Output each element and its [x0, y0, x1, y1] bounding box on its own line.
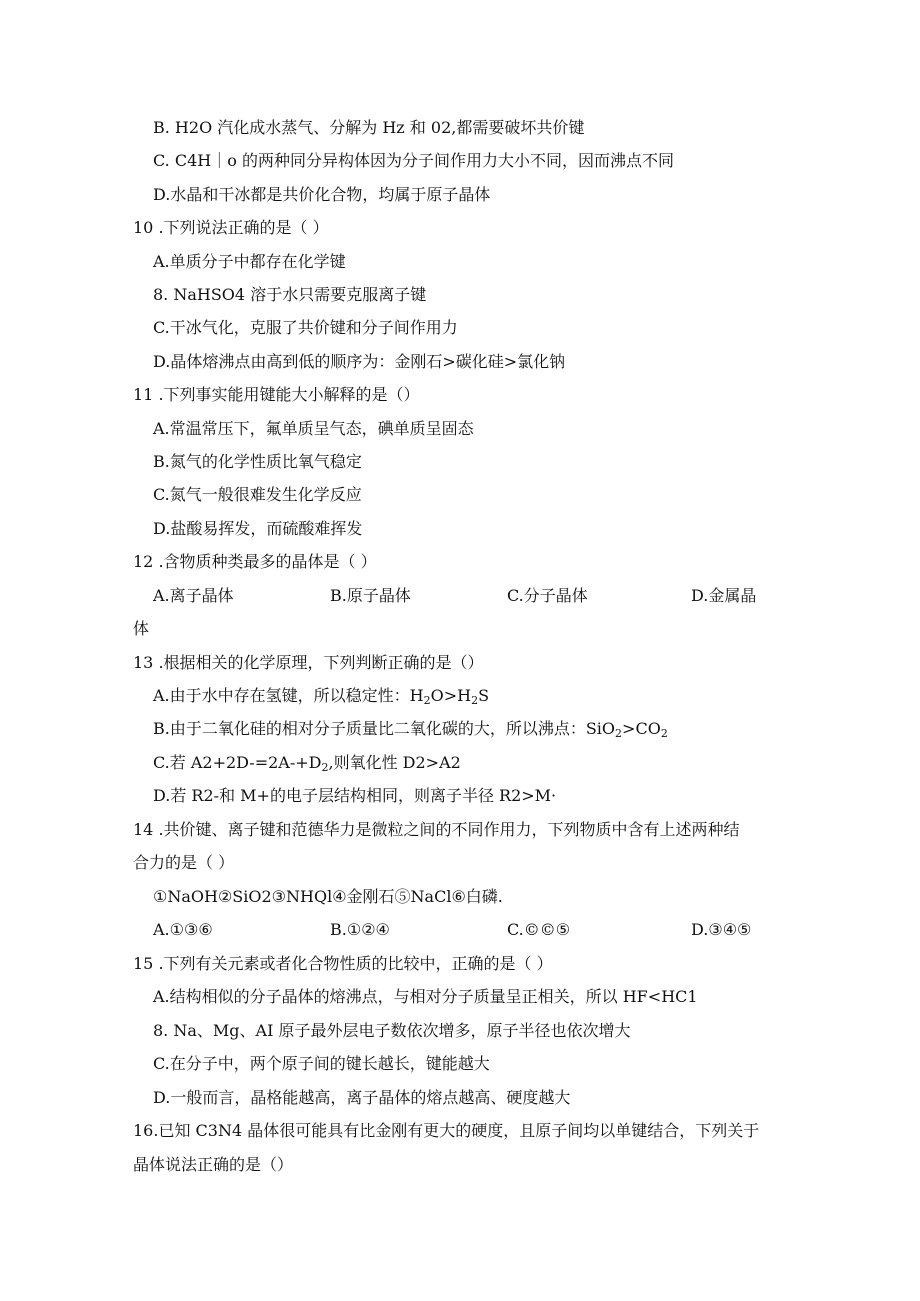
option-line: 8. NaHSO4 溶于水只需要克服离子键	[153, 285, 427, 304]
option-line: D.若 R2-和 M+的电子层结构相同，则离子半径 R2>M·	[153, 786, 557, 805]
option-line: A.常温常压下，氟单质呈气态，碘单质呈固态	[153, 419, 474, 438]
option-c: C.分子晶体	[507, 586, 588, 605]
option-line: D.晶体熔沸点由高到低的顺序为：金刚石>碳化硅>氯化钠	[153, 352, 566, 371]
option-line: C.在分子中，两个原子间的键长越长，键能越大	[153, 1054, 490, 1073]
option-line: B.由于二氧化硅的相对分子质量比二氧化碳的大，所以沸点：$SiO_2>CO_2$	[153, 719, 668, 740]
option-line: C.氮气一般很难发生化学反应	[153, 485, 362, 504]
option-line: D.一般而言，晶格能越高，离子晶体的熔点越高、硬度越大	[153, 1088, 571, 1107]
option-d-wrap: 体	[133, 619, 150, 638]
option-c: C.©©⑤	[507, 920, 571, 939]
option-line: A.结构相似的分子晶体的熔沸点，与相对分子质量呈正相关，所以 HF<HC1	[153, 987, 698, 1006]
option-line: C.若 $A2+2D-=2A-+D_2$,则氧化性 D2>A2	[153, 753, 461, 774]
option-a: A.离子晶体	[153, 586, 234, 605]
substance-list: ①NaOH②SiO2③NHQl④金刚石⑤NaCl⑥白磷.	[153, 887, 503, 906]
option-line: D.水晶和干冰都是共价化合物，均属于原子晶体	[153, 185, 491, 204]
question-13: 13 .根据相关的化学原理，下列判断正确的是（）	[133, 653, 484, 672]
option-line: C. C4H｜o 的两种同分异构体因为分子间作用力大小不同，因而沸点不同	[153, 151, 674, 170]
question-14: 14 .共价键、离子键和范德华力是微粒之间的不同作用力，下列物质中含有上述两种结	[133, 820, 740, 839]
option-line: A.单质分子中都存在化学键	[153, 252, 346, 271]
option-line: B.氮气的化学性质比氧气稳定	[153, 452, 362, 471]
question-16: 16.已知 C3N4 晶体很可能具有比金刚有更大的硬度，且原子间均以单键结合，下列关于	[133, 1121, 760, 1140]
option-b: B.原子晶体	[330, 586, 411, 605]
question-10: 10 .下列说法正确的是（ ）	[133, 218, 329, 237]
question-12: 12 .含物质种类最多的晶体是（ ）	[133, 552, 377, 571]
question-14-wrap: 合力的是（ ）	[133, 853, 235, 872]
option-a: A.①③⑥	[153, 920, 213, 939]
question-16-wrap: 晶体说法正确的是（）	[133, 1155, 294, 1174]
option-line: B. H2O 汽化成水蒸气、分解为 Hz 和 02,都需要破坏共价键	[153, 118, 585, 137]
option-line: D.盐酸易挥发，而硫酸难挥发	[153, 519, 363, 538]
option-d: D.金属晶	[691, 586, 757, 605]
question-11: 11 .下列事实能用键能大小解释的是（）	[133, 385, 420, 404]
option-line: 8. Na、Mg、AI 原子最外层电子数依次增多，原子半径也依次增大	[153, 1021, 631, 1040]
question-15: 15 .下列有关元素或者化合物性质的比较中，正确的是（ ）	[133, 954, 553, 973]
option-b: B.①②④	[330, 920, 390, 939]
option-d: D.③④⑤	[691, 920, 752, 939]
option-line: A.由于水中存在氢键，所以稳定性：$H_2O>H_2S$	[153, 686, 490, 707]
option-line: C.干冰气化，克服了共价键和分子间作用力	[153, 318, 458, 337]
